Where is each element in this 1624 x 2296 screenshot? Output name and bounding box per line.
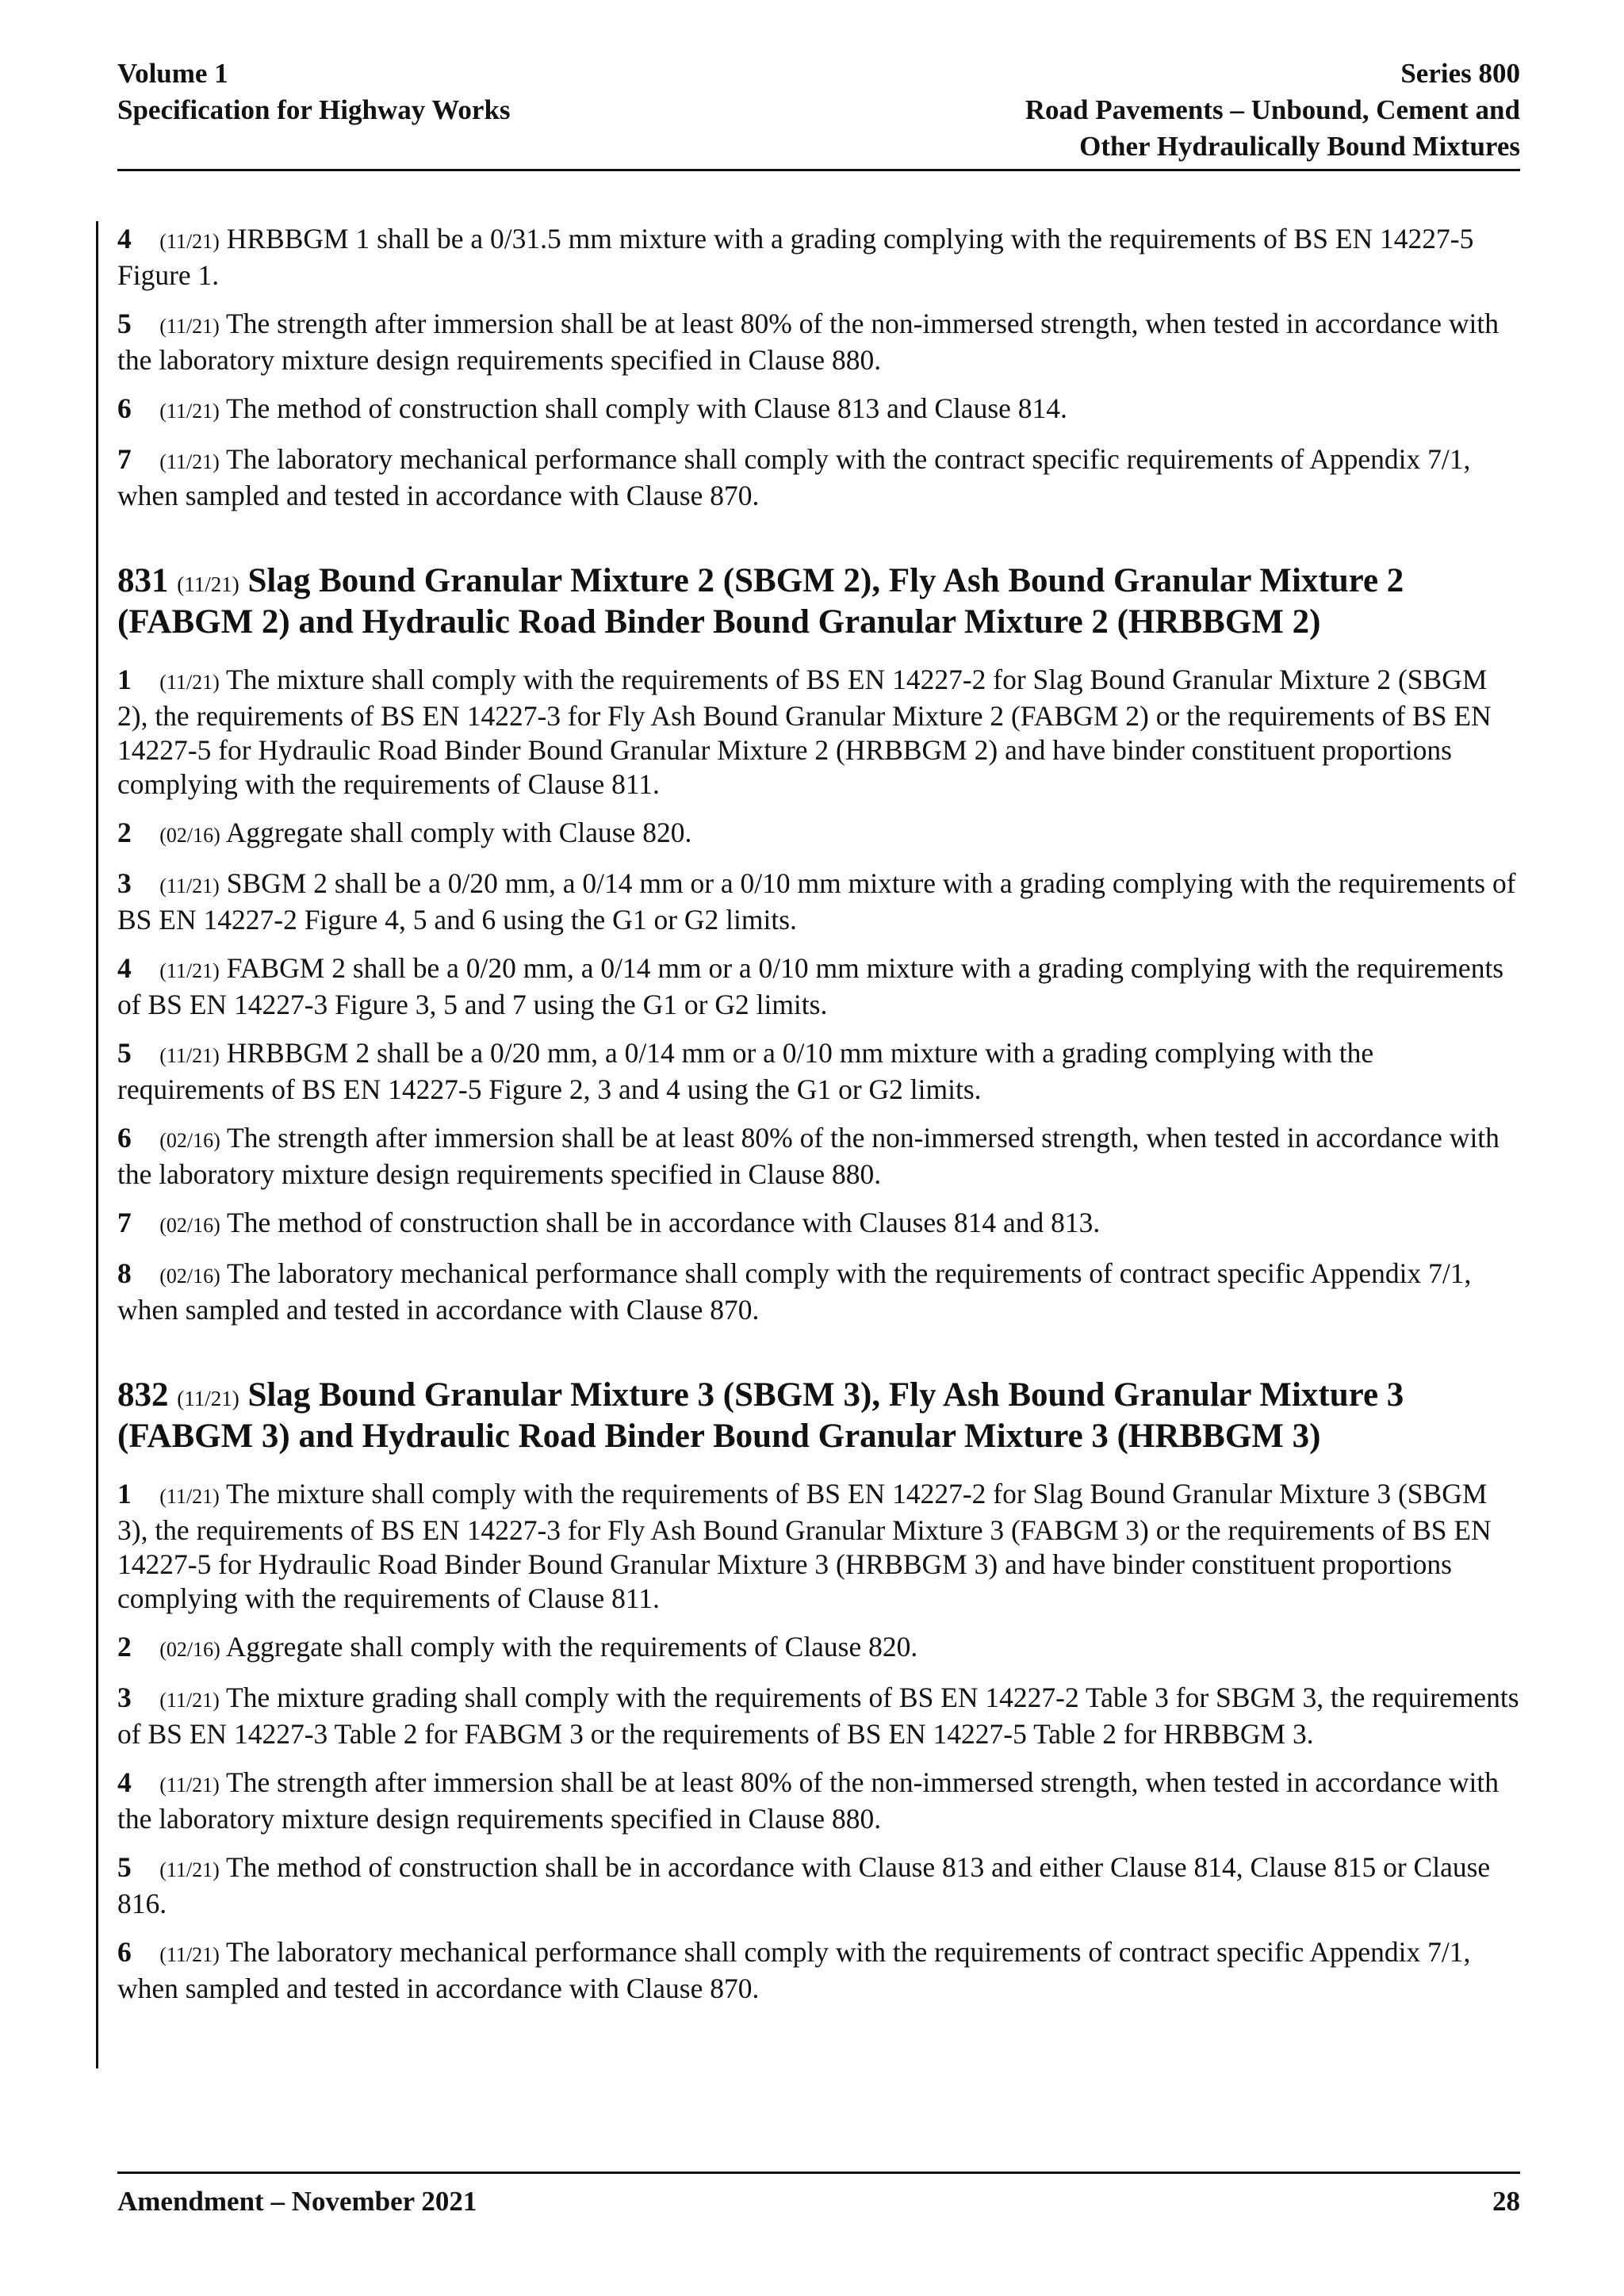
revision-date: (11/21) bbox=[159, 1943, 220, 1966]
clause-revision-date: (11/21) bbox=[177, 1387, 239, 1410]
clause-title: Slag Bound Granular Mixture 3 (SBGM 3), Fly Ash Bound Granular Mixture 3 (FABGM 3) and Hydraulic Road Binder Bound Granular Mixture 3 (HRBBGM 3) bbox=[117, 1376, 1404, 1455]
paragraph bbox=[117, 1036, 1521, 1107]
page-number: 28 bbox=[1492, 2186, 1520, 2217]
paragraph-number: 6 bbox=[117, 1936, 132, 1968]
clause-heading bbox=[117, 562, 1521, 641]
paragraph-number: 7 bbox=[117, 443, 132, 475]
paragraph-text: The mixture shall comply with the requirements of BS EN 14227-2 for Slag Bound Granular Mixture 3 (SBGM 3), the requirements of BS EN 14227-3 for Fly Ash Bound Granular Mixture 3 (FABGM 3) or the requirements of BS EN 14227-5 for Hydraulic Road Binder Bound Granular Mixture 3 (HRBBGM 3) and have binder constituent proportions complying with the requirements of Clause 811. bbox=[117, 1478, 1492, 1614]
header-right bbox=[1025, 55, 1520, 165]
revision-date: (11/21) bbox=[159, 1689, 220, 1712]
spec-title: Specification for Highway Works bbox=[117, 94, 511, 125]
paragraph-text: The method of construction shall comply with Clause 813 and Clause 814. bbox=[219, 392, 1067, 424]
paragraph-text: The method of construction shall be in accordance with Clauses 814 and 813. bbox=[220, 1207, 1101, 1238]
revision-change-bar bbox=[96, 221, 98, 2068]
clause-831 bbox=[117, 562, 1521, 1327]
revision-date: (02/16) bbox=[159, 1265, 220, 1288]
series-label: Series 800 bbox=[1400, 58, 1520, 89]
header-left bbox=[117, 55, 511, 128]
paragraph-text: The laboratory mechanical performance shall comply with the contract specific requirements of Appendix 7/1, when sampled and tested in accordance with Clause 870. bbox=[117, 443, 1471, 511]
paragraph-text: SBGM 2 shall be a 0/20 mm, a 0/14 mm or a 0/10 mm mixture with a grading complying with the requirements of BS EN 14227-2 Figure 4, 5 and 6 using the G1 or G2 limits. bbox=[117, 867, 1516, 936]
paragraph-text: The strength after immersion shall be at least 80% of the non-immersed strength, when tested in accordance with the laboratory mixture design requirements specified in Clause 880. bbox=[117, 308, 1499, 376]
paragraph bbox=[117, 222, 1521, 293]
paragraph-number: 3 bbox=[117, 867, 132, 899]
paragraph-number: 4 bbox=[117, 223, 132, 254]
paragraph-number: 5 bbox=[117, 1851, 132, 1883]
revision-date: (02/16) bbox=[159, 1214, 220, 1237]
paragraph bbox=[117, 1477, 1521, 1616]
paragraph-number: 5 bbox=[117, 1037, 132, 1069]
paragraph-number: 6 bbox=[117, 1122, 132, 1154]
revision-date: (02/16) bbox=[159, 824, 220, 847]
paragraph-number: 4 bbox=[117, 1766, 132, 1798]
paragraph-number: 2 bbox=[117, 817, 132, 848]
revision-date: (11/21) bbox=[159, 671, 220, 694]
amendment-label: Amendment – November 2021 bbox=[117, 2186, 477, 2217]
paragraph bbox=[117, 1206, 1521, 1242]
revision-date: (11/21) bbox=[159, 1774, 220, 1797]
paragraph-text: HRBBGM 1 shall be a 0/31.5 mm mixture with a grading complying with the requirements of BS EN 14227-5 Figure 1. bbox=[117, 223, 1474, 291]
clause-number: 832 bbox=[117, 1376, 169, 1414]
revision-date: (11/21) bbox=[159, 959, 220, 982]
paragraph bbox=[117, 663, 1521, 802]
paragraph bbox=[117, 1850, 1521, 1921]
revision-date: (11/21) bbox=[159, 230, 220, 253]
paragraph-text: The strength after immersion shall be at least 80% of the non-immersed strength, when tested in accordance with the laboratory mixture design requirements specified in Clause 880. bbox=[117, 1122, 1500, 1190]
paragraph-number: 3 bbox=[117, 1682, 132, 1713]
header-divider bbox=[117, 169, 1520, 171]
paragraph-number: 6 bbox=[117, 392, 132, 424]
paragraph bbox=[117, 1630, 1521, 1667]
paragraph-number: 8 bbox=[117, 1257, 132, 1289]
document-body bbox=[117, 222, 1521, 2020]
paragraph-text: The strength after immersion shall be at least 80% of the non-immersed strength, when tested in accordance with the laboratory mixture design requirements specified in Clause 880. bbox=[117, 1766, 1499, 1835]
revision-date: (11/21) bbox=[159, 400, 220, 423]
paragraph-text: HRBBGM 2 shall be a 0/20 mm, a 0/14 mm or a 0/10 mm mixture with a grading complying with the requirements of BS EN 14227-5 Figure 2, 3 and 4 using the G1 or G2 limits. bbox=[117, 1037, 1374, 1105]
series-title-line1: Road Pavements – Unbound, Cement and bbox=[1025, 94, 1520, 125]
revision-date: (11/21) bbox=[159, 450, 220, 473]
paragraph-text: The method of construction shall be in accordance with Clause 813 and either Clause 814, Clause 815 or Clause 816. bbox=[117, 1851, 1491, 1919]
clause-title: Slag Bound Granular Mixture 2 (SBGM 2), Fly Ash Bound Granular Mixture 2 (FABGM 2) and Hydraulic Road Binder Bound Granular Mixture 2 (HRBBGM 2) bbox=[117, 562, 1404, 641]
clause-heading bbox=[117, 1376, 1521, 1455]
paragraph-number: 4 bbox=[117, 952, 132, 984]
clause-number: 831 bbox=[117, 562, 169, 599]
paragraph bbox=[117, 1935, 1521, 2006]
paragraph bbox=[117, 307, 1521, 377]
paragraph bbox=[117, 951, 1521, 1022]
intro-paragraphs bbox=[117, 222, 1521, 513]
revision-date: (02/16) bbox=[159, 1638, 220, 1661]
paragraph-text: Aggregate shall comply with the requirements of Clause 820. bbox=[220, 1631, 918, 1663]
volume-label: Volume 1 bbox=[117, 58, 228, 89]
paragraph bbox=[117, 1121, 1521, 1192]
footer-divider bbox=[117, 2172, 1520, 2174]
series-title-line2: Other Hydraulically Bound Mixtures bbox=[1079, 131, 1520, 162]
clause-revision-date: (11/21) bbox=[177, 572, 239, 596]
revision-date: (11/21) bbox=[159, 315, 220, 338]
clause-832 bbox=[117, 1376, 1521, 2006]
paragraph-text: The laboratory mechanical performance shall comply with the requirements of contract specific Appendix 7/1, when sampled and tested in accordance with Clause 870. bbox=[117, 1936, 1471, 2004]
revision-date: (02/16) bbox=[159, 1129, 220, 1152]
revision-date: (11/21) bbox=[159, 1044, 220, 1067]
paragraph-text: The laboratory mechanical performance shall comply with the requirements of contract specific Appendix 7/1, when sampled and tested in accordance with Clause 870. bbox=[117, 1257, 1472, 1326]
paragraph-number: 7 bbox=[117, 1207, 132, 1238]
paragraph bbox=[117, 1681, 1521, 1751]
revision-date: (11/21) bbox=[159, 1858, 220, 1881]
paragraph bbox=[117, 867, 1521, 937]
revision-date: (11/21) bbox=[159, 1485, 220, 1508]
paragraph-text: FABGM 2 shall be a 0/20 mm, a 0/14 mm or a 0/10 mm mixture with a grading complying with the requirements of BS EN 14227-3 Figure 3, 5 and 7 using the G1 or G2 limits. bbox=[117, 952, 1504, 1020]
revision-date: (11/21) bbox=[159, 874, 220, 897]
paragraph-text: The mixture shall comply with the requirements of BS EN 14227-2 for Slag Bound Granular Mixture 2 (SBGM 2), the requirements of BS EN 14227-3 for Fly Ash Bound Granular Mixture 2 (FABGM 2) or the requirements of BS EN 14227-5 for Hydraulic Road Binder Bound Granular Mixture 2 (HRBBGM 2) and have binder constituent proportions complying with the requirements of Clause 811. bbox=[117, 664, 1492, 800]
paragraph-number: 1 bbox=[117, 664, 132, 695]
paragraph bbox=[117, 1766, 1521, 1836]
paragraph-text: Aggregate shall comply with Clause 820. bbox=[220, 817, 692, 848]
paragraph-number: 1 bbox=[117, 1478, 132, 1510]
paragraph bbox=[117, 816, 1521, 852]
paragraph bbox=[117, 392, 1521, 428]
paragraph-number: 2 bbox=[117, 1631, 132, 1663]
paragraph bbox=[117, 442, 1521, 513]
paragraph-text: The mixture grading shall comply with the requirements of BS EN 14227-2 Table 3 for SBGM 3, the requirements of BS EN 14227-3 Table 2 for FABGM 3 or the requirements of BS EN 14227-5 Table 2 for HRBBGM 3. bbox=[117, 1682, 1519, 1750]
paragraph bbox=[117, 1257, 1521, 1327]
paragraph-number: 5 bbox=[117, 308, 132, 339]
